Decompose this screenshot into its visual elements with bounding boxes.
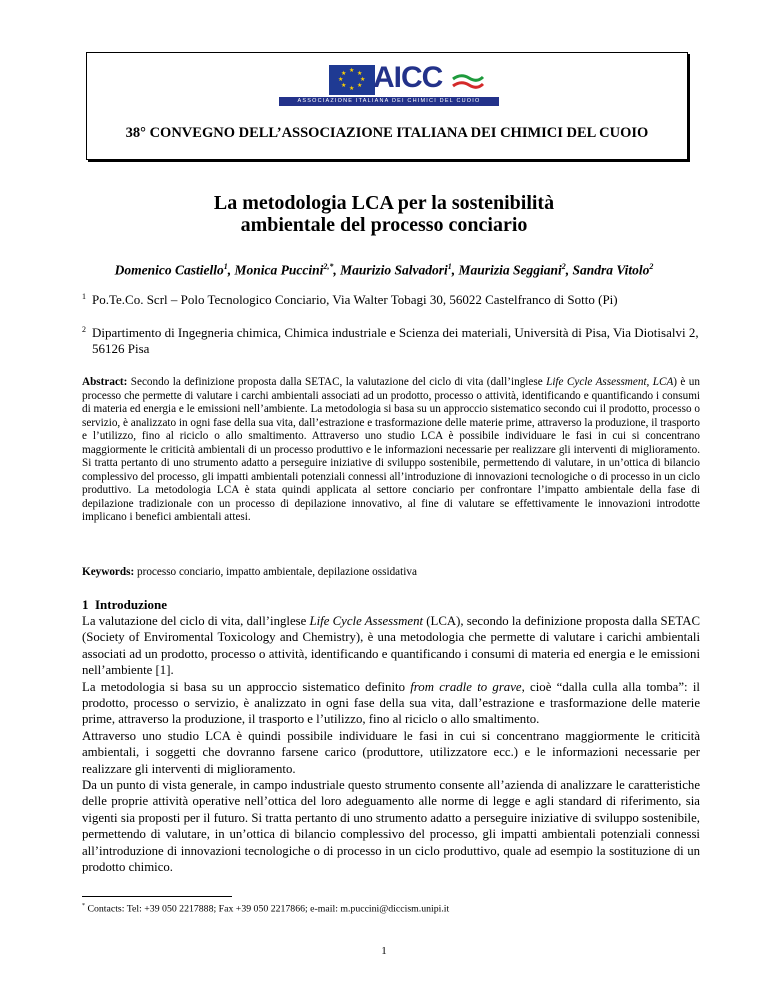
author-separator: , xyxy=(451,262,459,278)
author-separator: , xyxy=(333,262,341,278)
logo-subtitle: ASSOCIAZIONE ITALIANA DEI CHIMICI DEL CUOIO xyxy=(279,97,499,106)
aicc-logo xyxy=(277,61,501,109)
footnote-text: Contacts: Tel: +39 050 2217888; Fax +39 050 2217866; e-mail: m.puccini@diccism.unipi.it xyxy=(85,903,450,915)
author-affiliation-mark: 2,* xyxy=(323,262,334,271)
paragraph xyxy=(82,613,700,679)
footnote-divider xyxy=(82,896,232,897)
eu-flag-icon: ★ ★ ★ ★ ★ ★ ★ ★ xyxy=(329,65,375,95)
author-list xyxy=(0,262,768,279)
section-number: 1 xyxy=(82,597,89,612)
paragraph-text: La valutazione del ciclo di vita, dall’inglese xyxy=(82,614,310,628)
author-separator: , xyxy=(565,262,573,278)
conference-header-box xyxy=(86,52,688,160)
author-affiliation-mark: 2 xyxy=(649,262,654,271)
abstract-label: Abstract: xyxy=(82,376,128,388)
paragraph-italic: from cradle to grave xyxy=(410,679,522,694)
affiliation-1 xyxy=(82,292,704,308)
paper-title-line-1: La metodologia LCA per la sostenibilità xyxy=(213,192,555,214)
abstract-text: Secondo la definizione proposta dalla SETAC, la valutazione del ciclo di vita (dall’inglese xyxy=(127,376,547,388)
paragraph-italic: Life Cycle Assessment xyxy=(309,614,424,628)
footnote xyxy=(82,903,449,914)
abstract-italic: Life Cycle Assessment, LCA xyxy=(546,376,674,388)
author-separator: , xyxy=(227,262,235,278)
affiliation-2 xyxy=(82,325,704,357)
paragraph: Attraverso uno studio LCA è quindi possibile individuare le fasi in cui si concentrano maggiormente le criticità ambientali, i soggetti che dovranno farsene carico (produttore, utilizzatore ecc.) e le informazioni necessarie per realizzare gli interventi di miglioramento. xyxy=(82,728,700,776)
author-affiliation-mark: 1 xyxy=(447,262,452,271)
paragraph xyxy=(82,679,700,728)
italian-flag-icon xyxy=(451,73,485,91)
affiliation-text: Dipartimento di Ingegneria chimica, Chimica industriale e Scienza dei materiali, Università di Pisa, Via Diotisalvi 2, 56126 Pisa xyxy=(92,325,699,356)
keywords-label: Keywords: xyxy=(82,566,135,578)
logo-text: AICC xyxy=(373,61,443,94)
keywords xyxy=(82,566,700,578)
keywords-text: processo conciario, impatto ambientale, depilazione ossidativa xyxy=(134,566,417,578)
paragraph-text: (LCA), secondo la definizione proposta dalla SETAC (Society of Enviromental Toxicology and Chemistry), è una metodologia che permette di valutare i carichi ambientali associati ad un prodotto, processo o attività, identificando e quantificando i consumi di materia ed energia e le emissioni nell’ambiente [1]. xyxy=(82,614,700,678)
affiliation-text: Po.Te.Co. Scrl – Polo Tecnologico Conciario, Via Walter Tobagi 30, 56022 Castelfranco di Sotto (Pi) xyxy=(92,292,618,307)
paragraph: Da un punto di vista generale, in campo industriale questo strumento consente all’azienda di analizzare le caratteristiche delle proprie attività operative nell’ottica del loro adeguamento alle norme di legge e agli standard di riferimento, sia vigenti sia proposti per il futuro. Si tratta pertanto di uno strumento adatto a perseguire iniziative di sviluppo sostenibile, permettendo di valutare, in un’ottica di bilancio complessivo del processo, gli impatti ambientali potenziali connessi all’introduzione di innovazioni tecnologiche o di processo in un ciclo produttivo, quale ad esempio la sostituzione di un prodotto chimico. xyxy=(82,778,700,875)
body-text xyxy=(82,613,700,876)
abstract xyxy=(82,376,700,525)
author-name: Maurizio Salvadori xyxy=(340,262,448,278)
paper-title-line-2: ambientale del processo conciario xyxy=(240,214,528,236)
affiliation-number: 2 xyxy=(82,325,86,334)
page-number: 1 xyxy=(381,945,387,957)
author-name: Maurizia Seggiani xyxy=(458,262,562,278)
author-affiliation-mark: 2 xyxy=(561,262,566,271)
paragraph-text: , cioè “dalla culla alla tomba”: il prodotto, processo o servizio, è analizzato in ogni fase della sua vita, dall’estrazione e trasformazione delle materie prime, attraverso la produzione, il trasporto e l’utilizzo, fino al riciclo o allo smaltimento. xyxy=(82,679,700,727)
paper-title xyxy=(0,192,768,236)
section-title: Introduzione xyxy=(95,597,167,612)
paragraph-text: La metodologia si basa su un approccio sistematico definito xyxy=(82,679,411,694)
author-name: Sandra Vitolo xyxy=(572,262,650,278)
author-name: Domenico Castiello xyxy=(114,262,224,278)
affiliation-number: 1 xyxy=(82,292,86,301)
section-heading xyxy=(82,597,167,613)
conference-title: 38° CONVEGNO DELL’ASSOCIAZIONE ITALIANA DEI CHIMICI DEL CUOIO xyxy=(125,125,649,141)
author-name: Monica Puccini xyxy=(234,262,324,278)
author-affiliation-mark: 1 xyxy=(223,262,228,271)
footnote-mark: * xyxy=(82,903,85,909)
abstract-text: ) è un processo che permette di valutare i carchi ambientali associati ad un prodotto, processo o attività, identificando e quantificando i consumi di materia ed energia e le emissioni nell’ambiente. La metodologia si basa su un approccio sistematico secondo cui il prodotto, processo o servizio, è analizzato in ogni fase della sua vita, dall’estrazione e trasformazione delle materie prime, attraverso la produzione, il trasporto e l’utilizzo, fino al riciclo o allo smaltimento. Attraverso uno studio LCA è possibile individuare le fasi in cui si concentrano maggiormente le criticità ambientali di un processo produttivo e le informazioni necessarie per realizzare gli interventi di miglioramento. Si tratta pertanto di uno strumento adatto a perseguire iniziative di sviluppo sostenibile, permettendo di valutare, in un’ottica di bilancio complessivo del processo, gli impatti ambientali potenziali connessi all’introduzione di innovazioni tecnologiche o di processo in un ciclo produttivo. La metodologia LCA è stata quindi applicata al settore conciario per confrontare l’impatto ambientale della fase di depilazione tradizionale con un processo di depilazione innovativo, al fine di valutare se effettivamente le innovazioni introdotte implicano i benefici ambientali attesi. xyxy=(82,376,700,523)
